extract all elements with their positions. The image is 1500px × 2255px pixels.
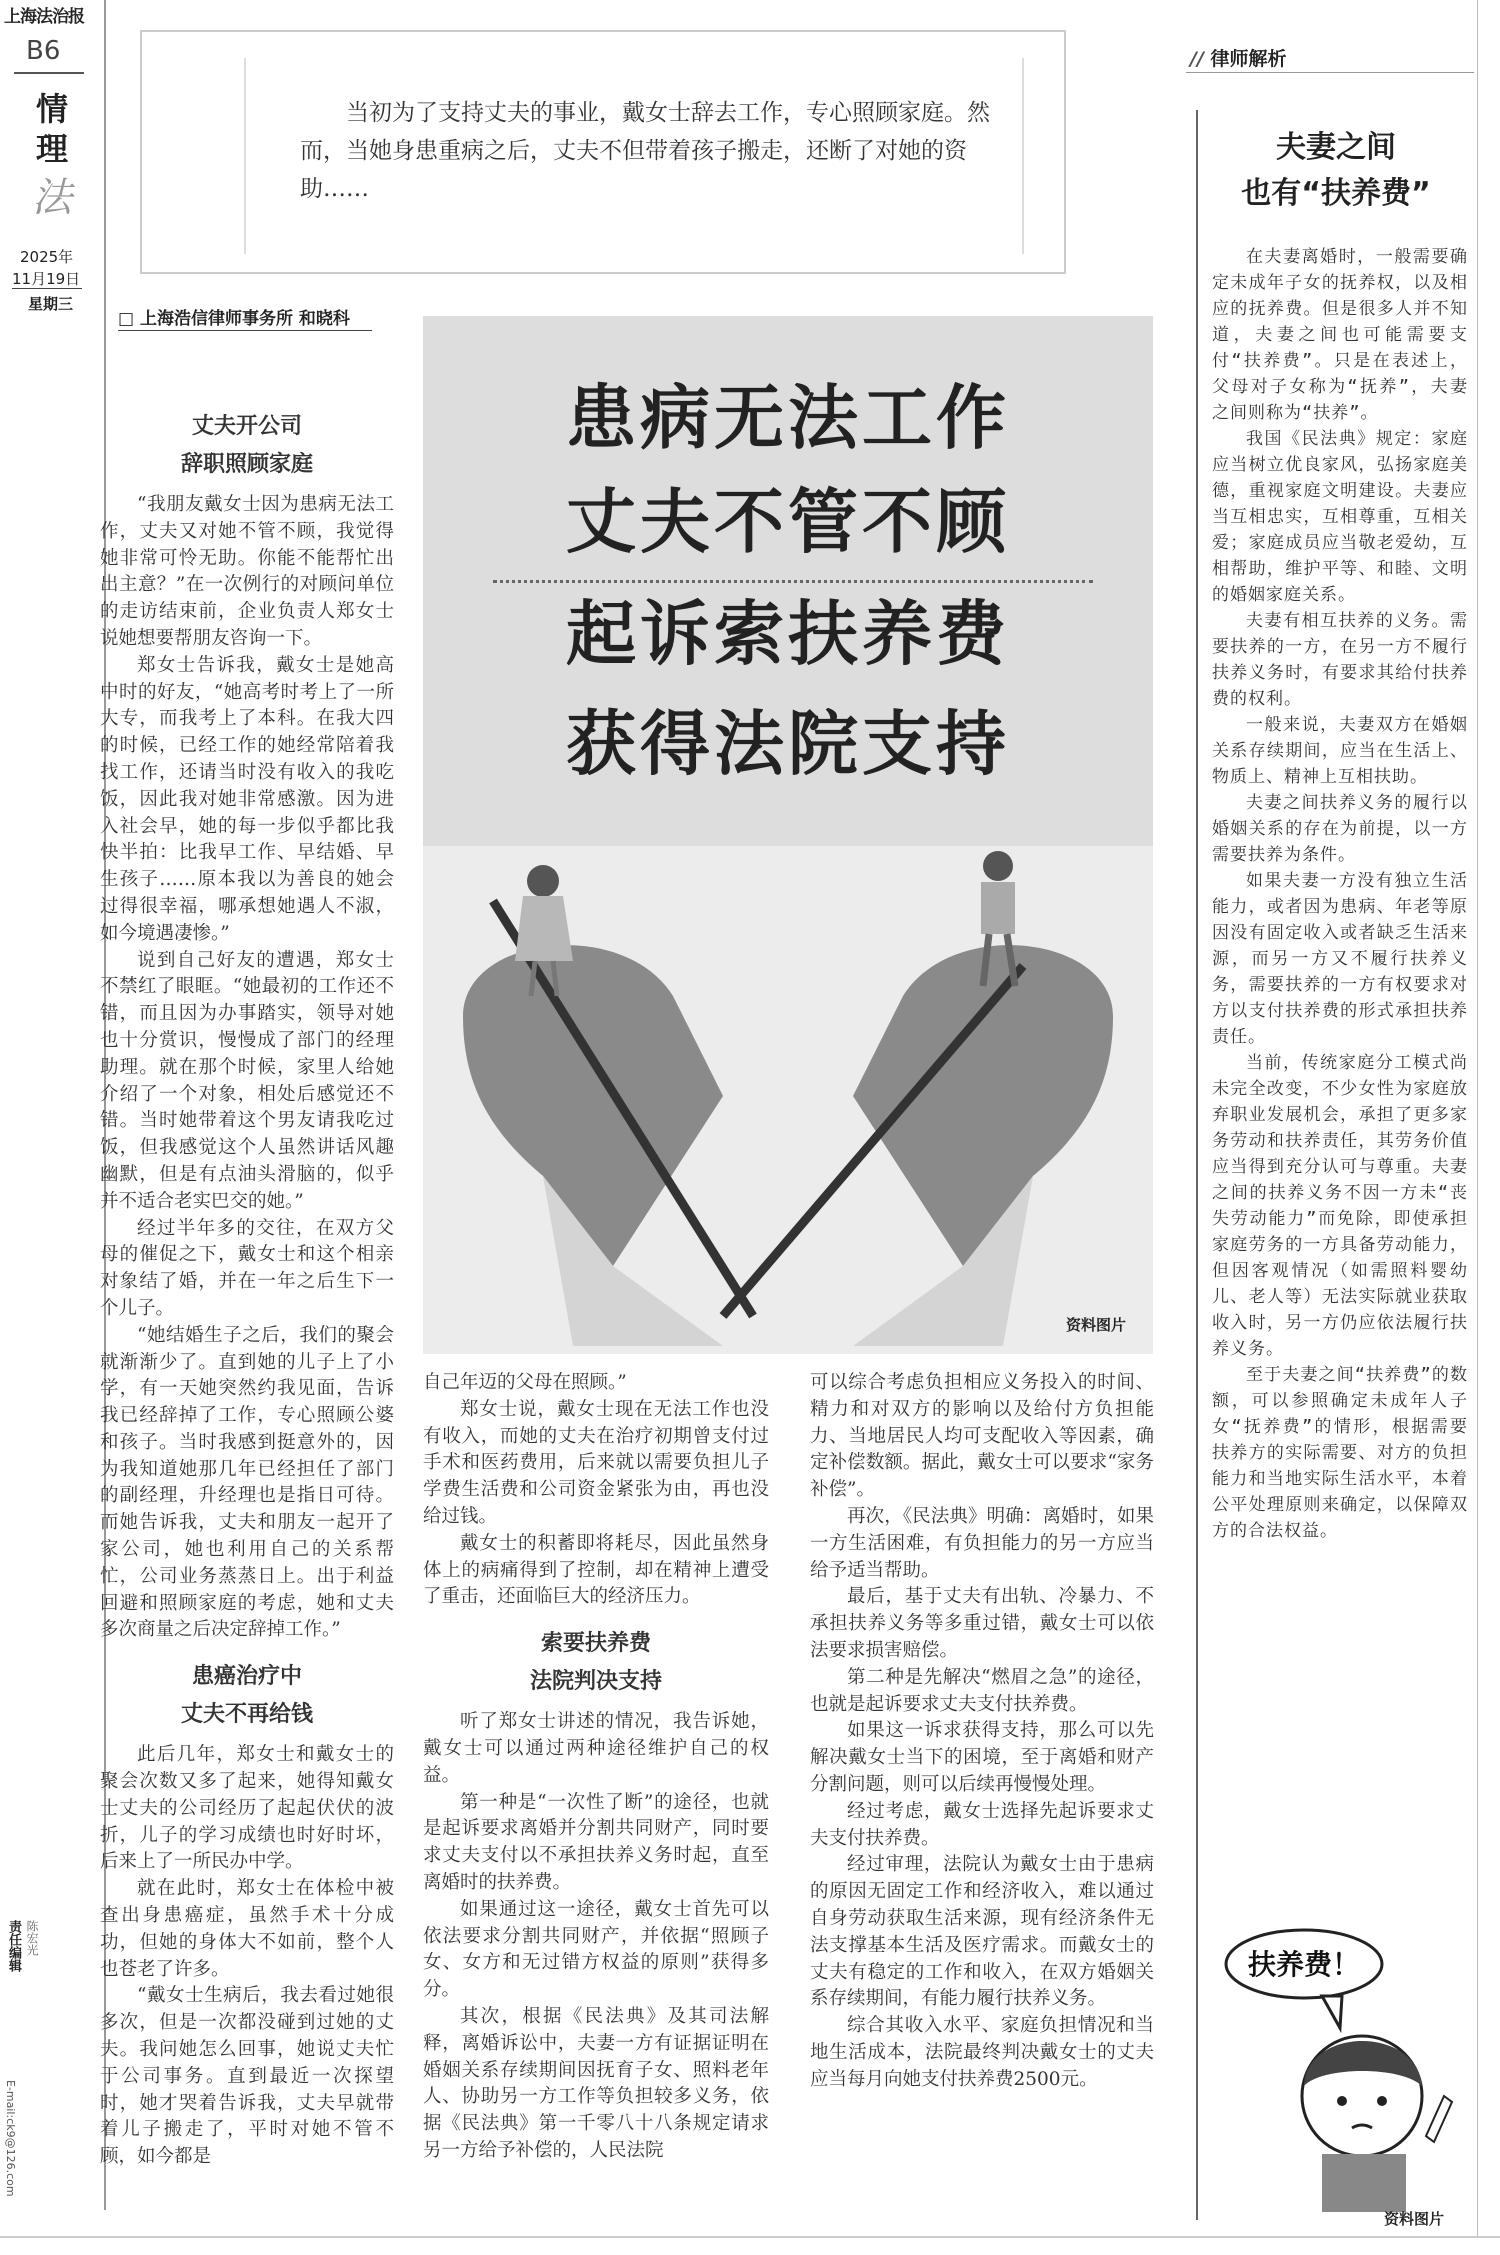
- sidebar-title-line-2: 也有“扶养费”: [1241, 176, 1431, 211]
- cartoon-illustration: [1212, 1916, 1470, 2212]
- editor-name: 陈宏光: [25, 1920, 39, 1956]
- illustration-caption: 资料图片: [1066, 1316, 1127, 1334]
- paragraph: 其次，根据《民法典》及其司法解释，离婚诉讼中，夫妻一方有证据证明在婚姻关系存续期间因抚育子女、照料老年人、协助另一方工作等负担较多义务，依据《民法典》第一千零八十八条规定请求另一方给予补偿的，人民法院: [423, 2005, 769, 2161]
- paragraph: 戴女士的积蓄即将耗尽，因此虽然身体上的病痛得到了控制，却在精神上遭受了重击，还面临巨大的经济压力。: [423, 1532, 769, 1608]
- paragraph: 听了郑女士讲述的情况，我告诉她，戴女士可以通过两种途径维护自己的权益。: [423, 1711, 769, 1786]
- paragraph: 经过半年多的交往，在双方父母的催促之下，戴女士和这个相亲对象结了婚，并在一年之后生下一个儿子。: [100, 1217, 394, 1319]
- paragraph: 在夫妻离婚时，一般需要确定未成年子女的抚养权，以及相应的抚养费。但是很多人并不知道，夫妻之间也可能需要支付“扶养费”。只是在表述上，父母对子女称为“抚养”，夫妻之间则称为“扶养”。: [1212, 247, 1468, 423]
- paragraph: 再次，《民法典》明确：离婚时，如果一方生活困难，有负担能力的另一方应当给予适当帮助。: [810, 1505, 1154, 1581]
- byline: □ 上海浩信律师事务所 和晓科: [118, 309, 350, 329]
- sidebar-tab-label: [1190, 44, 1287, 71]
- cartoon-bubble-text: 扶养费！: [1247, 1948, 1361, 1981]
- article-column-3: [810, 1370, 1154, 2094]
- subheading-3-line-2: 法院判决支持: [529, 1669, 662, 1695]
- divider: [1186, 72, 1474, 73]
- slash-icon: //: [1190, 48, 1211, 70]
- subheading-1: [100, 408, 394, 484]
- subheading-2-line-1: 患癌治疗中: [191, 1664, 302, 1690]
- paragraph: 经过考虑，戴女士选择先起诉要求丈夫支付扶养费。: [810, 1800, 1154, 1849]
- section-char-1: 情: [36, 90, 69, 128]
- page-number: B6: [26, 36, 61, 66]
- paragraph: 就在此时，郑女士在体检中被查出身患癌症，虽然手术十分成功，但她的身体大不如前，整个人也苍老了许多。: [100, 1878, 394, 1980]
- page-edge-rule: [1477, 0, 1478, 2253]
- divider: [12, 288, 82, 289]
- paragraph: 郑女士说，戴女士现在无法工作也没有收入，而她的丈夫在治疗初期曾支付过手术和医药费用，后来就以需要负担儿子学费生活费和公司资金紧张为由，再也没给过钱。: [423, 1398, 769, 1527]
- subheading-3-line-1: 索要扶养费: [540, 1631, 651, 1657]
- article-column-1: [100, 402, 394, 2171]
- paragraph: 郑女士告诉我，戴女士是她高中时的好友，“她高考时考上了一所大专，而我考上了本科。在我大四的时候，已经工作的她经常陪着我找工作，还请当时没有收入的我吃饭，因此我对她非常感激。因为进入社会早，她的每一步似乎都比我快半拍：比我早工作、早结婚、早生孩子……原本我以为善良的她会过得很幸福，哪承想她遇人不淑，如今境遇凄惨。”: [100, 654, 394, 944]
- section-char-2: 理: [36, 130, 69, 168]
- paragraph: 经过审理，法院认为戴女士由于患病的原因无固定工作和经济收入，难以通过自身劳动获取生活来源，现有经济条件无法支撑基本生活及医疗需求。而戴女士的丈夫有稳定的工作和收入，在双方婚姻关系存续期间，有能力履行扶养义务。: [810, 1854, 1154, 2010]
- issue-date: 11月19日: [12, 270, 81, 288]
- paragraph: “她结婚生子之后，我们的聚会就渐渐少了。直到她的儿子上了小学，有一天她突然约我见面，告诉我已经辞掉了工作，专心照顾公婆和孩子。当时我感到挺意外的，因为我知道她那几年已经担任了部门的副经理，升经理也是指日可待。而她告诉我，丈夫和朋友一起开了家公司，她也利用自己的关系帮忙，公司业务蒸蒸日上。出于利益回避和照顾家庭的考虑，她和丈夫多次商量之后决定辞掉工作。”: [100, 1324, 394, 1641]
- paragraph: 如果这一诉求获得支持，那么可以先解决戴女士当下的困境，至于离婚和财产分割问题，则可以后续再慢慢处理。: [810, 1720, 1154, 1795]
- headline-block: [423, 316, 1153, 846]
- page-bottom-border: [0, 2236, 1500, 2255]
- sidebar-title-line-1: 夫妻之间: [1276, 130, 1396, 165]
- paragraph: “我朋友戴女士因为患病无法工作，丈夫又对她不管不顾，我觉得她非常可怜无助。你能不能帮忙出出主意？”在一次例行的对顾问单位的走访结束前，企业负责人郑女士说她想要帮朋友咨询一下。: [100, 494, 394, 649]
- paragraph: 第一种是“一次性了断”的途径，也就是起诉要求离婚并分割共同财产，同时要求丈夫支付以不承担扶养义务时起，直至离婚时的扶养费。: [423, 1791, 769, 1893]
- paragraph: 夫妻之间扶养义务的履行以婚姻关系的存在为前提，以一方需要扶养为条件。: [1212, 793, 1468, 865]
- paragraph: 可以综合考虑负担相应义务投入的时间、精力和对双方的影响以及给付方负担能力、当地居民人均可支配收入等因素，确定补偿数额。据此，戴女士可以要求“家务补偿”。: [810, 1372, 1154, 1501]
- headline-line-2: 丈夫不管不顾: [566, 480, 1010, 563]
- headline-line-1: 患病无法工作: [566, 376, 1010, 459]
- paragraph: 当前，传统家庭分工模式尚未完全改变，不少女性为家庭放弃职业发展机会，承担了更多家务劳动和扶养责任，其劳务价值应当得到充分认可与尊重。夫妻之间的扶养义务不因一方未“丧失劳动能力”而免除，即使承担家庭劳务的一方具备劳动能力，但因客观情况（如需照料婴幼儿、老人等）无法实际就业获取收入时，另一方仍应依法履行扶养义务。: [1212, 1053, 1468, 1359]
- divider: [14, 72, 84, 74]
- headline-line-3: 起诉索扶养费: [566, 592, 1010, 675]
- paragraph: 此后几年，郑女士和戴女士的聚会次数又多了起来，她得知戴女士丈夫的公司经历了起起伏伏的波折，儿子的学习成绩也时好时坏，后来上了一所民办中学。: [100, 1744, 394, 1873]
- subheading-3: [423, 1625, 769, 1701]
- broken-heart-illustration: [423, 846, 1153, 1354]
- divider: [118, 330, 372, 331]
- paragraph: 我国《民法典》规定：家庭应当树立优良家风，弘扬家庭美德，重视家庭文明建设。夫妻应当互相忠实，互相尊重，互相关爱；家庭成员应当敬老爱幼，互相帮助，维护平等、和睦、文明的婚姻家庭关系。: [1212, 429, 1468, 605]
- article-column-2: [423, 1370, 769, 2165]
- paragraph: 如果夫妻一方没有独立生活能力，或者因为患病、年老等原因没有固定收入或者缺乏生活来源，而另一方又不履行扶养义务，需要扶养的一方有权要求对方以支付扶养费的形式承担扶养责任。: [1212, 871, 1468, 1047]
- section-char-3: 法: [32, 175, 72, 221]
- intro-text: 当初为了支持丈夫的事业，戴女士辞去工作，专心照顾家庭。然而，当她身患重病之后，丈夫不但带着孩子搬走，还断了对她的资助……: [300, 100, 990, 202]
- editor-label: 责任编辑: [6, 1920, 21, 1972]
- paragraph: “戴女士生病后，我去看过她很多次，但是一次都没碰到过她的丈夫。我问她怎么回事，她说丈夫忙于公司事务。直到最近一次探望时，她才哭着告诉我，丈夫早就带着儿子搬走了，平时对她不管不顾，如今都是: [100, 1985, 394, 2168]
- subheading-2: [100, 1658, 394, 1734]
- paragraph: 说到自己好友的遭遇，郑女士不禁红了眼眶。“她最初的工作还不错，而且因为办事踏实，领导对她也十分赏识，慢慢成了部门的经理助理。就在那个时候，家里人给她介绍了一个对象，相处后感觉还不错。当时她带着这个男友请我吃过饭，但我感觉这个人虽然讲话风趣幽默，但是有点油头滑脑的，似乎并不适合老实巴交的她。”: [100, 949, 394, 1212]
- paragraph: 综合其收入水平、家庭负担情况和当地生活成本，法院最终判决戴女士的丈夫应当每月向她支付扶养费2500元。: [810, 2015, 1154, 2090]
- paper-name: 上海法治报: [4, 7, 84, 27]
- subheading-2-line-2: 丈夫不再给钱: [180, 1702, 313, 1728]
- paragraph: 自己年迈的父母在照顾。”: [423, 1372, 627, 1393]
- paragraph: 第二种是先解决“燃眉之急”的途径，也就是起诉要求丈夫支付扶养费。: [810, 1666, 1154, 1715]
- sidebar-text: [1212, 244, 1468, 1544]
- issue-weekday: 星期三: [28, 295, 74, 313]
- editor-email: E-mail:ck9@126.com: [4, 2080, 17, 2197]
- paragraph: 最后，基于丈夫有出轨、冷暴力、不承担扶养义务等多重过错，戴女士可以依法要求损害赔偿。: [810, 1586, 1154, 1661]
- paragraph: 如果通过这一途径，戴女士首先可以依法要求分割共同财产，并依据“照顾子女、女方和无过错方权益的原则”获得多分。: [423, 1898, 769, 2001]
- subheading-1-line-1: 丈夫开公司: [191, 414, 302, 439]
- headline-line-4: 获得法院支持: [566, 702, 1010, 785]
- sidebar-rule: [1196, 110, 1198, 2220]
- subheading-1-line-2: 辞职照顾家庭: [180, 452, 313, 477]
- sidebar-tab-text: 律师解析: [1210, 48, 1287, 70]
- paragraph: 一般来说，夫妻双方在婚姻关系存续期间，应当在生活上、物质上、精神上互相扶助。: [1212, 715, 1468, 787]
- paragraph: 夫妻有相互扶养的义务。需要扶养的一方，在另一方不履行扶养义务时，有要求其给付扶养费的权利。: [1212, 611, 1468, 709]
- cartoon-caption: 资料图片: [1384, 2210, 1445, 2228]
- issue-year: 2025年: [20, 248, 74, 266]
- paragraph: 至于夫妻之间“扶养费”的数额，可以参照确定未成年人子女“抚养费”的情形，根据需要扶养方的实际需要、对方的负担能力和当地实际生活水平，本着公平处理原则来确定，以保障双方的合法权益。: [1212, 1365, 1468, 1541]
